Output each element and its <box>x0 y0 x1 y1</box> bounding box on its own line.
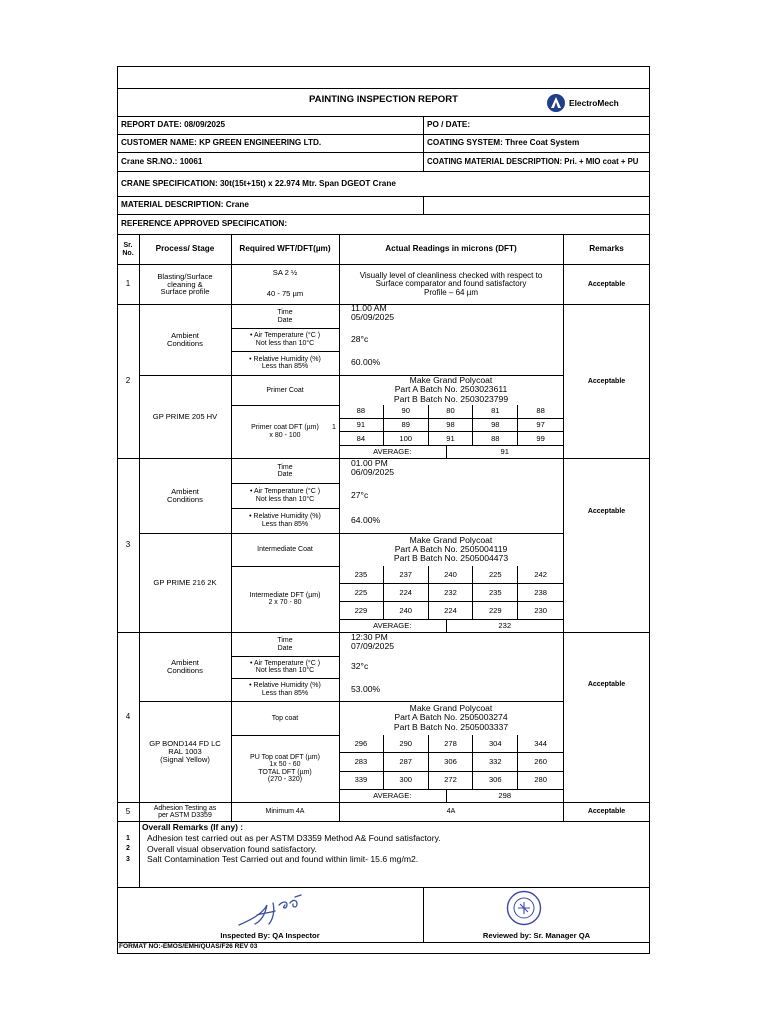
dft-reading-cell: 240 <box>429 566 474 584</box>
row2-air-label: • Air Temperature (°C ) Not less than 10°C <box>249 332 321 347</box>
average-label: AVERAGE: <box>339 620 447 632</box>
row2-rh-label: • Relative Humidity (%) Less than 85% <box>249 355 321 370</box>
col-process: Process/ Stage <box>155 244 215 254</box>
row3-coat: Intermediate Coat <box>257 546 313 554</box>
dft-reading-cell: 100 <box>384 432 429 446</box>
dft-reading-cell: 230 <box>518 602 563 620</box>
dft-reading-cell: 91 <box>429 432 474 446</box>
row1-req-profile: 40 - 75 µm <box>266 289 304 298</box>
divider <box>117 88 650 89</box>
overall-title: Overall Remarks (If any) : <box>142 822 244 832</box>
dft-reading-cell: 296 <box>339 735 384 753</box>
crane-sr-no: Crane SR.NO.: 10061 <box>121 156 203 166</box>
po-date: PO / DATE: <box>427 120 471 130</box>
row2-time-label: Time Date <box>277 309 293 324</box>
dft-reading-cell: 98 <box>429 419 474 433</box>
dft-reading-cell: 260 <box>518 753 563 771</box>
row2-rh-value: 60.00% <box>351 357 381 368</box>
row1-process: Blasting/Surface cleaning & Surface profile <box>157 271 213 297</box>
row2-dft-label: Primer coat DFT (µm) x 80 - 100 <box>251 424 319 439</box>
row5-actual: 4A <box>446 808 456 816</box>
electromech-logo-icon <box>546 93 566 113</box>
format-no: FORMAT NO:-EMOS/EMH/QUAS/F26 REV 03 <box>119 943 258 950</box>
overall-list <box>117 833 477 865</box>
dft-reading-cell: 306 <box>429 753 474 771</box>
row3-ambient: Ambient Conditions <box>167 487 203 504</box>
row2-no: 2 <box>125 376 131 386</box>
row3-air-value: 27°c <box>351 489 369 500</box>
dft-reading-cell: 91 <box>339 419 384 433</box>
row4-readings <box>339 735 563 802</box>
dft-reading-cell: 304 <box>473 735 518 753</box>
dft-reading-cell: 90 <box>384 405 429 419</box>
row2-make: Make Grand Polycoat Part A Batch No. 2503023611 Part B Batch No. 2503023799 <box>393 375 509 404</box>
dft-reading-cell: 332 <box>473 753 518 771</box>
row4-rh-value: 53.00% <box>351 683 381 694</box>
row4-no: 4 <box>125 712 131 722</box>
dft-reading-cell: 98 <box>473 419 518 433</box>
dft-reading-cell: 235 <box>473 584 518 602</box>
row3-rh-label: • Relative Humidity (%) Less than 85% <box>249 513 321 528</box>
average-value: 91 <box>500 447 509 457</box>
row2-coat: Primer Coat <box>266 386 304 394</box>
material-desc: MATERIAL DESCRIPTION: Crane <box>121 200 249 210</box>
dft-reading-cell: 81 <box>473 405 518 419</box>
dft-reading-cell: 224 <box>384 584 429 602</box>
dft-reading-cell: 225 <box>473 566 518 584</box>
overall-item: 2 Overall visual observation found satisfactory. <box>126 843 317 854</box>
row4-time-label: Time Date <box>277 637 293 652</box>
dft-reading-cell: 300 <box>384 772 429 790</box>
dft-reading-cell: 80 <box>429 405 474 419</box>
row5-remark: Acceptable <box>587 808 626 816</box>
logo-text: ElectroMech <box>569 98 619 108</box>
row3-time-values: 01.00 PM 06/09/2025 <box>351 458 395 478</box>
row2-time-values: 11.00 AM 05/09/2025 <box>351 303 395 323</box>
coating-system: COATING SYSTEM: Three Coat System <box>427 138 580 148</box>
col-actual: Actual Readings in microns (DFT) <box>385 244 517 254</box>
row4-make: Make Grand Polycoat Part A Batch No. 2505003274 Part B Batch No. 2505003337 <box>393 703 509 732</box>
average-label: AVERAGE: <box>339 446 447 458</box>
overall-item: 3 Salt Contamination Test Carried out and found within limit- 15.6 mg/m2. <box>126 854 419 865</box>
row3-readings <box>339 566 563 632</box>
coating-material: COATING MATERIAL DESCRIPTION: Pri. + MIO coat + PU <box>427 156 639 166</box>
dft-reading-cell: 287 <box>384 753 429 771</box>
average-value: 232 <box>498 621 512 631</box>
dft-reading-cell: 224 <box>429 602 474 620</box>
row4-rh-label: • Relative Humidity (%) Less than 85% <box>249 682 321 697</box>
dft-reading-cell: 237 <box>384 566 429 584</box>
average-label: AVERAGE: <box>339 790 447 802</box>
dft-reading-cell: 242 <box>518 566 563 584</box>
dft-reading-cell: 229 <box>473 602 518 620</box>
row3-time-label: Time Date <box>277 463 293 478</box>
row4-air-value: 32°c <box>351 661 369 672</box>
dft-reading-cell: 240 <box>384 602 429 620</box>
row3-rh-value: 64.00% <box>351 514 381 525</box>
row1-no: 1 <box>125 279 131 289</box>
report-title: PAINTING INSPECTION REPORT <box>308 94 459 105</box>
row3-air-label: • Air Temperature (°C ) Not less than 10°C <box>249 488 321 503</box>
dft-reading-cell: 232 <box>429 584 474 602</box>
row5-req: Minimum 4A <box>265 808 305 816</box>
row2-dft-prefix: 1 <box>332 424 336 431</box>
dft-reading-cell: 272 <box>429 772 474 790</box>
inspected-by: Inspected By: QA Inspector <box>220 931 320 940</box>
col-required: Required WFT/DFT(µm) <box>239 244 331 254</box>
dft-reading-cell: 238 <box>518 584 563 602</box>
row3-product: GP PRIME 216 2K <box>153 578 217 588</box>
dft-reading-cell: 229 <box>339 602 384 620</box>
row1-req-standard: SA 2 ½ <box>272 268 298 277</box>
inspector-signature-icon <box>235 891 310 929</box>
dft-reading-cell: 225 <box>339 584 384 602</box>
row3-make: Make Grand Polycoat Part A Batch No. 2505004119 Part B Batch No. 2505004473 <box>393 534 509 563</box>
dft-reading-cell: 235 <box>339 566 384 584</box>
row4-coat: Top coat <box>271 714 299 722</box>
dft-reading-cell: 344 <box>518 735 563 753</box>
dft-reading-cell: 88 <box>518 405 563 419</box>
row2-remark: Acceptable <box>587 377 626 385</box>
row2-air-value: 28°c <box>351 333 369 344</box>
row1-actual: Visually level of cleanliness checked with respect to Surface comparator and found satisfactory Profile – 64 µm <box>359 270 543 297</box>
row1-remark: Acceptable <box>587 280 626 288</box>
row4-air-label: • Air Temperature (°C ) Not less than 10°C <box>249 659 321 674</box>
company-logo <box>546 92 646 114</box>
col-sr-no: Sr. No. <box>122 242 134 257</box>
average-value: 298 <box>498 791 512 801</box>
row4-remark: Acceptable <box>587 680 626 688</box>
dft-reading-cell: 88 <box>339 405 384 419</box>
row4-ambient: Ambient Conditions <box>167 658 203 675</box>
dft-reading-cell: 290 <box>384 735 429 753</box>
dft-reading-cell: 88 <box>473 432 518 446</box>
row4-product: GP BOND144 FD LC RAL 1003 (Signal Yellow) <box>149 739 221 764</box>
ref-spec: REFERENCE APPROVED SPECIFICATION: <box>121 219 288 229</box>
customer-name: CUSTOMER NAME: KP GREEN ENGINEERING LTD. <box>121 138 322 148</box>
reviewed-by: Reviewed by: Sr. Manager QA <box>482 931 591 940</box>
row4-time-values: 12:30 PM 07/09/2025 <box>351 632 395 652</box>
dft-reading-cell: 339 <box>339 772 384 790</box>
row2-product: GP PRIME 205 HV <box>152 412 218 422</box>
dft-reading-cell: 280 <box>518 772 563 790</box>
dft-reading-cell: 278 <box>429 735 474 753</box>
dft-reading-cell: 97 <box>518 419 563 433</box>
dft-reading-cell: 84 <box>339 432 384 446</box>
col-remarks: Remarks <box>589 244 624 254</box>
dft-reading-cell: 89 <box>384 419 429 433</box>
dft-reading-cell: 306 <box>473 772 518 790</box>
overall-item: 1 Adhesion test carried out as per ASTM D3359 Method A& Found satisfactory. <box>126 833 441 844</box>
dft-reading-cell: 99 <box>518 432 563 446</box>
dft-reading-cell: 283 <box>339 753 384 771</box>
row2-ambient: Ambient Conditions <box>167 331 203 348</box>
row2-readings <box>339 405 563 458</box>
row3-no: 3 <box>125 540 131 550</box>
row3-dft-label: Intermediate DFT (µm) 2 x 70 - 80 <box>249 591 321 606</box>
row5-process: Adhesion Testing as per ASTM D3359 <box>153 804 217 819</box>
report-date: REPORT DATE: 08/09/2025 <box>121 120 226 130</box>
row5-no: 5 <box>125 806 131 816</box>
row4-dft-label: PU Top coat DFT (µm) 1x 50 - 60 TOTAL DFT (µm) (270 - 320) <box>250 753 320 783</box>
row3-remark: Acceptable <box>587 507 626 515</box>
qa-stamp-icon <box>506 890 542 926</box>
crane-spec: CRANE SPECIFICATION: 30t(15t+15t) x 22.974 Mtr. Span DGEOT Crane <box>121 178 396 188</box>
